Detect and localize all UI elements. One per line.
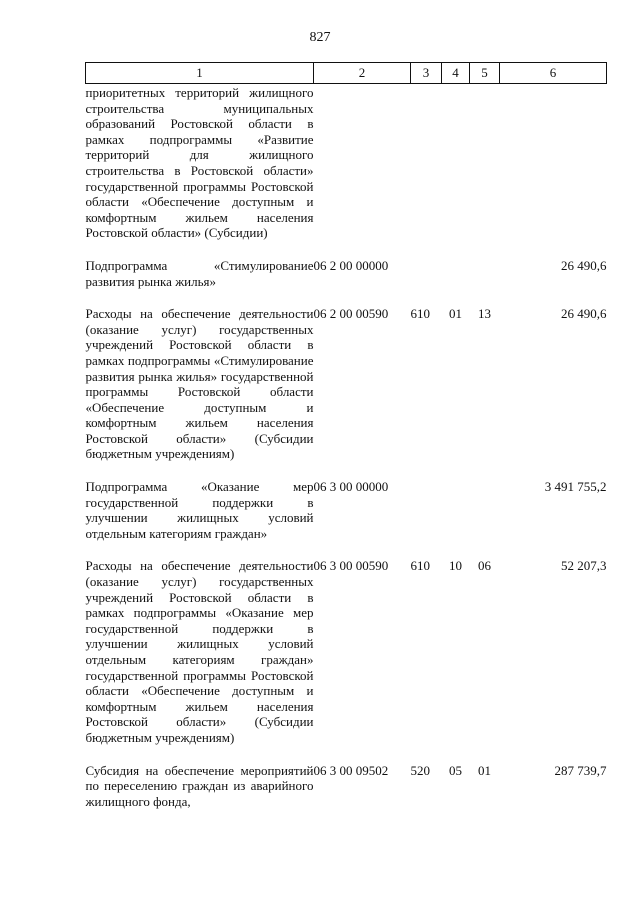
row-subsection: [470, 479, 500, 541]
row-description: Подпрограмма «Стимулирование развития рынка жилья»: [85, 257, 314, 289]
table-row: [86, 763, 607, 810]
table-row: [86, 84, 607, 241]
row-spacer: [86, 541, 607, 558]
row-amount: 3 491 755,2: [544, 479, 607, 495]
row-expense-type: [411, 258, 442, 289]
row-expense-type: 610: [410, 306, 430, 322]
table-row: [86, 558, 607, 745]
column-header-6: 6: [500, 63, 607, 84]
row-description: Субсидия на обеспечение мероприятий по переселению граждан из аварийного жилищного фонда,: [85, 762, 314, 809]
row-code: 06 2 00 00000: [313, 257, 389, 273]
column-header-2: 2: [314, 63, 411, 84]
row-section: [442, 84, 470, 241]
row-spacer: [86, 289, 607, 306]
column-header-5: 5: [470, 63, 500, 84]
row-expense-type: [411, 84, 442, 241]
budget-table: [85, 62, 607, 809]
row-amount: 26 490,6: [561, 257, 607, 273]
row-subsection: 01: [478, 762, 491, 778]
row-section: [442, 479, 470, 541]
row-code: 06 3 00 09502: [313, 762, 389, 778]
column-header-1: 1: [86, 63, 314, 84]
row-spacer: [86, 462, 607, 479]
row-description: Подпрограмма «Оказание мер государственной поддержки в улучшении жилищных условий отдельным категориям граждан»: [85, 479, 314, 541]
row-code: 06 3 00 00000: [313, 479, 389, 495]
row-code: [314, 84, 411, 241]
row-subsection: 06: [478, 558, 491, 574]
row-section: 10: [449, 558, 462, 574]
row-expense-type: 520: [410, 762, 430, 778]
row-section: [442, 258, 470, 289]
row-code: 06 3 00 00590: [313, 558, 389, 574]
row-expense-type: [411, 479, 442, 541]
column-header-4: 4: [442, 63, 470, 84]
row-subsection: [470, 84, 500, 241]
table-row: [86, 258, 607, 289]
row-section: 05: [449, 762, 462, 778]
row-description: Расходы на обеспечение деятельности (оказание услуг) государственных учреждений Ростовской области в рамках подпрограммы «Оказание мер государственной поддержки в улучшении жилищных условий отдельным категориям граждан» государственной программы Ростовской области «Обеспечение доступным и комфортным жильем населения Ростовской области» (Субсидии бюджетным учреждениям): [85, 558, 314, 745]
row-amount: [500, 84, 607, 241]
row-amount: 26 490,6: [561, 306, 607, 322]
table-row: [86, 306, 607, 462]
column-header-3: 3: [411, 63, 442, 84]
page-number: 827: [309, 30, 331, 45]
row-code: 06 2 00 00590: [313, 306, 389, 322]
row-expense-type: 610: [410, 558, 430, 574]
row-spacer: [86, 746, 607, 763]
row-amount: 52 207,3: [561, 558, 607, 574]
row-subsection: [470, 258, 500, 289]
column-header-row: [86, 63, 607, 84]
row-description: Расходы на обеспечение деятельности (оказание услуг) государственных учреждений Ростовской области в рамках подпрограммы «Стимулирование развития рынка жилья» государственной программы Ростовской области «Обеспечение доступным и комфортным жильем населения Ростовской области» (Субсидии бюджетным учреждениям): [85, 306, 314, 462]
row-description: приоритетных территорий жилищного строительства муниципальных образований Ростовской области в рамках подпрограммы «Развитие территорий для жилищного строительства в Ростовской области» государственной программы Ростовской области «Обеспечение доступным и комфортным жильем населения Ростовской области» (Субсидии): [85, 85, 314, 241]
row-amount: 287 739,7: [554, 762, 607, 778]
row-spacer: [86, 241, 607, 258]
row-subsection: 13: [478, 306, 491, 322]
table-row: [86, 479, 607, 541]
row-section: 01: [449, 306, 462, 322]
